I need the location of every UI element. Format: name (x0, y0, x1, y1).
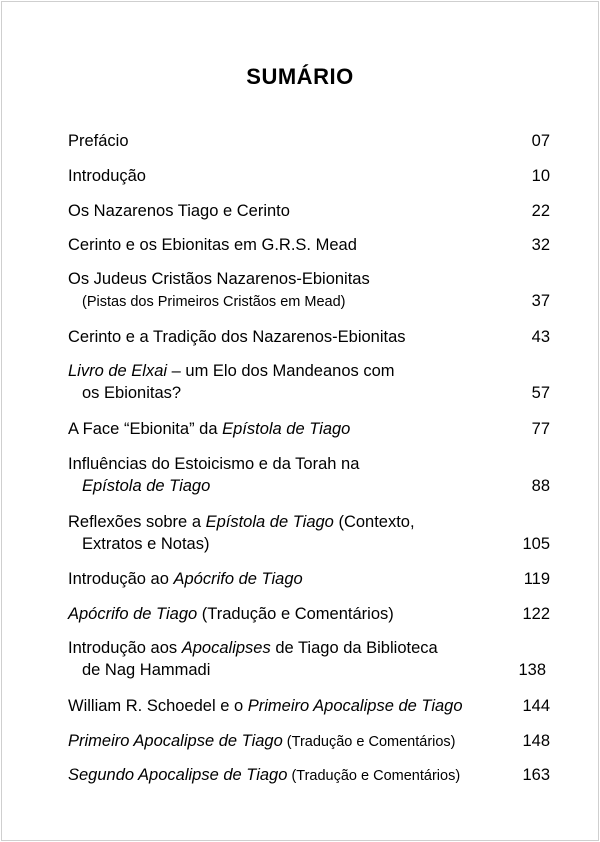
entry-page: 43 (531, 328, 550, 346)
entry-title: Reflexões sobre a (68, 513, 206, 531)
entry-title: Cerinto e a Tradição dos Nazarenos-Ebionitas (68, 328, 406, 346)
entry-title: (Tradução e Comentários) (197, 605, 394, 623)
toc-entry-primeiro-apocalipse (68, 730, 550, 752)
entry-page: 163 (522, 766, 550, 784)
entry-page: 07 (531, 132, 550, 150)
toc-entry-introducao (68, 165, 550, 187)
entry-title-italic: Livro de Elxai (68, 362, 168, 380)
entry-title: A Face “Ebionita” da (68, 420, 223, 438)
entry-title-italic: Epístola de Tiago (205, 513, 334, 531)
entry-subtitle: (Pistas dos Primeiros Cristãos em Mead) (82, 294, 346, 310)
entry-title: Os Judeus Cristãos Nazarenos-Ebionitas (68, 270, 370, 288)
entry-page: 105 (522, 535, 550, 553)
toc-entry-judeus-cristaos (68, 268, 550, 312)
entry-page: 148 (522, 732, 550, 750)
entry-title-italic: Apócrifo de Tiago (173, 570, 303, 588)
entry-page: 77 (531, 420, 550, 438)
entry-title-italic: Apócrifo de Tiago (68, 605, 198, 623)
entry-title-italic: Primeiro Apocalipse de Tiago (68, 732, 283, 750)
page-title: SUMÁRIO (246, 64, 354, 89)
entry-title-italic: Epístola de Tiago (82, 477, 211, 495)
entry-title-italic: Segundo Apocalipse de Tiago (68, 766, 288, 784)
entry-title: Introdução (68, 167, 146, 185)
toc-entry-face-ebionita (68, 418, 550, 440)
entry-page: 88 (531, 477, 550, 495)
entry-title: (Tradução e Comentários) (287, 768, 461, 784)
entry-page: 32 (531, 236, 550, 254)
entry-title: William R. Schoedel e o (68, 697, 248, 715)
entry-page: 57 (531, 384, 550, 402)
toc-entry-reflexoes (68, 511, 550, 555)
toc-entry-cerinto-tradicao (68, 326, 550, 348)
entry-title: (Tradução e Comentários) (282, 734, 456, 750)
toc-entry-segundo-apocalipse (68, 764, 550, 786)
toc-entry-apocrifo (68, 603, 550, 625)
entry-title-italic: Epístola de Tiago (222, 420, 351, 438)
entry-title-cont: Extratos e Notas) (82, 535, 210, 553)
entry-title: Influências do Estoicismo e da Torah na (68, 455, 360, 473)
entry-page: 119 (523, 570, 550, 588)
entry-page: 144 (522, 697, 550, 715)
toc-entry-nazarenos (68, 200, 550, 222)
entry-title-cont: os Ebionitas? (82, 384, 182, 402)
entry-title-italic: Apocalipses (181, 639, 271, 657)
entry-title: Cerinto e os Ebionitas em G.R.S. Mead (68, 236, 357, 254)
entry-title: Os Nazarenos Tiago e Cerinto (68, 202, 290, 220)
entry-title-italic: Primeiro Apocalipse de Tiago (247, 697, 463, 715)
entry-page: 37 (531, 292, 550, 310)
entry-title-cont: de Nag Hammadi (82, 661, 211, 679)
entry-title-rest: de Tiago da Biblioteca (270, 639, 438, 657)
entry-title: Introdução ao (68, 570, 174, 588)
toc-entry-schoedel (68, 695, 550, 717)
entry-page: 22 (531, 202, 550, 220)
entry-page: 10 (531, 167, 550, 185)
entry-title: Prefácio (68, 132, 129, 150)
toc-entry-prefacio (68, 130, 550, 152)
entry-page: 138 (518, 661, 546, 679)
entry-title-rest: (Contexto, (333, 513, 415, 531)
entry-title: – um Elo dos Mandeanos com (167, 362, 395, 380)
toc-entry-influencias (68, 453, 550, 497)
toc-entry-intro-apocrifo (68, 568, 550, 590)
toc-entry-livro-elxai (68, 360, 550, 404)
entry-title: Introdução aos (68, 639, 182, 657)
toc-entry-intro-apocalipses (68, 637, 550, 681)
toc-entry-cerinto-mead (68, 234, 550, 256)
entry-page: 122 (522, 605, 550, 623)
